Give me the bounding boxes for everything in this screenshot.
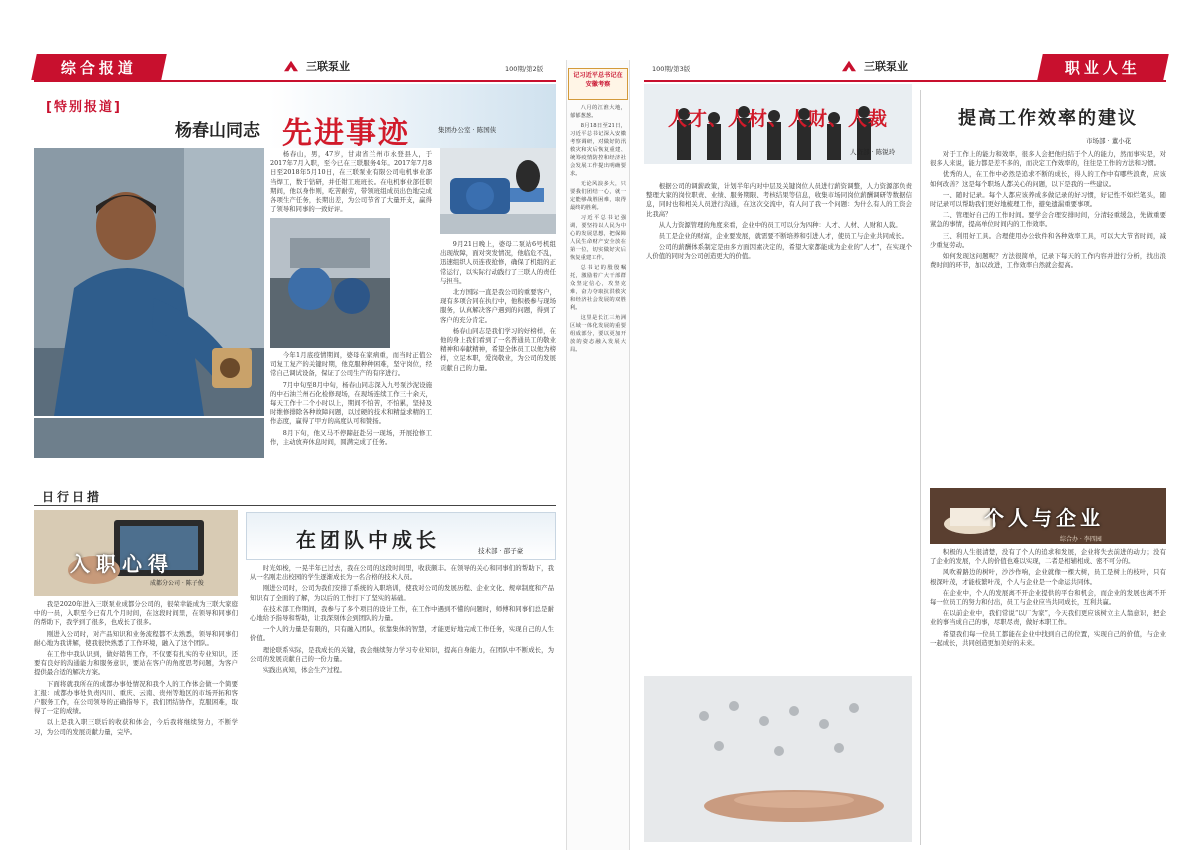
headline-byline: 集团办公室 · 陈国侠: [438, 126, 497, 134]
team-title: 在团队中成长: [296, 528, 440, 552]
pump-illustration: [440, 148, 556, 234]
site-photo: [34, 418, 264, 458]
headline-name: 杨春山同志: [175, 121, 260, 141]
worker-photo: [34, 148, 264, 416]
efficiency-p3: 一、随时记录。每个人都应该养成多做记录的好习惯，好记性不如烂笔头，随时记录可以帮助我们更好地梳理工作，避免遗漏重要事项。: [930, 190, 1166, 209]
team-p5: 理论联系实际，是我成长的关键，我会继续努力学习专业知识，提高自身能力，在团队中不断成长，为公司的发展贡献自己的一份力量。: [250, 645, 554, 663]
article-col2-p2: 7月中旬至8月中旬，杨春山同志深入九号泵沙泥设施的中石油兰州石化检修现场，在现场连续工作三十余天，每天工作十二个小时以上，期间不怕苦，不怕累，坚持及时维修排除各种故障问题，以过硬的技术和精益求精的工作态度，赢得了甲方的高度认可和赞扬。: [270, 380, 432, 426]
efficiency-byline: 市场部 · 董小花: [1086, 137, 1132, 145]
person-p1: 积极的人生很清楚，没有了个人的追求和发展，企业将失去前进的动力；没有了企业的发展，个人的价值也难以实现，二者是相辅相成、密不可分的。: [930, 548, 1166, 566]
center-strip-p6: 这里是长江三角洲区域一体化发展的重要组成部分，要以更加开放的姿态融入发展大局。: [570, 315, 626, 353]
efficiency-p1: 对于工作上的能力和效率，很多人会把他归结于个人的能力，然而事实是，对很多人来说，能力都是差不多的，而决定工作效率的，往往是工作的方法和习惯。: [930, 150, 1166, 168]
article-col2-p3: 8月下旬，他又马不停蹄赶赴另一现场，开展抢修工作，主动放弃休息时间，圆满完成了任务。: [270, 428, 432, 446]
issue-right: 100期/第3版: [652, 65, 691, 73]
center-strip-p2: 8月18日至21日，习近平总书记深入安徽考察调研，对做好防汛救灾和灾后恢复重建、统筹疫情防控和经济社会发展工作提出明确要求。: [570, 123, 626, 177]
section-tag-right: 职业人生: [1037, 54, 1169, 80]
talent-byline: 人资部 · 陈锐玲: [850, 148, 896, 156]
diary-p3: 在工作中我认识到，做好销售工作，不仅要有扎实的专业知识，还要有良好的沟通能力和服务意识，要站在客户的角度思考问题，为客户提供最合适的解决方案。: [34, 650, 238, 677]
headline-main: 先进事迹: [282, 116, 410, 151]
person-p2: 风吹着路边的树叶，沙沙作响，企业就像一棵大树，员工是树上的枝叶，只有根深叶茂，才能枝繁叶茂，个人与企业是一个命运共同体。: [930, 568, 1166, 586]
team-p2: 刚进公司时，公司为我们安排了系统的入职培训，使我对公司的发展历程、企业文化、规章制度和产品知识有了全面的了解，为以后的工作打下了坚实的基础。: [250, 584, 554, 602]
center-strip-p4: 习近平总书记强调，要坚持以人民为中心的发展思想，把保障人民生命财产安全放在第一位，切实做好灾后恢复重建工作。: [570, 215, 626, 261]
center-strip-p5: 总书记的殷殷嘱托，激励着广大干部群众坚定信心，攻坚克难，奋力夺取抗洪救灾和经济社会发展的双胜利。: [570, 265, 626, 311]
brand-logo-right-icon: [840, 59, 858, 73]
team-body: [250, 564, 554, 844]
diary-rule: [34, 505, 556, 506]
brand-logo-icon: [282, 59, 300, 73]
diary-p4: 下面将就我所在的成都办事处情况和我个人的工作体会做一个简要汇报：成都办事处负责四川、重庆、云南、贵州等地区的市场开拓和客户服务工作，在公司领导的正确指导下，我们团结协作，克服困难，取得了一定的成绩。: [34, 679, 238, 716]
diary-body: [34, 600, 238, 846]
worker-illustration: [34, 148, 264, 416]
rule-right-col: [920, 90, 921, 845]
person-body: [930, 548, 1166, 848]
special-tag: [特别报道]: [46, 100, 122, 115]
team-p6: 实践出真知，体会生产过程。: [262, 666, 346, 675]
diary-p5: 以上是我入职三联后的收获和体会，今后我将继续努力，不断学习，为公司的发展贡献力量，完毕。: [34, 718, 238, 736]
talent-p3: 员工是企业的财富，企业要发展，就需要不断培养和引进人才，使员工与企业共同成长。: [658, 232, 909, 241]
talent-body: [646, 182, 912, 630]
article-col1-p1: 杨春山，男，47岁，甘肃省兰州市永登县人，于2017年7月入职，至今已在三联服务4年。2017年7月8日至2018年5月10日，在三联泵业有限公司电机事业部当焊工，数于钻研，并任钳工班班长。在电机事业部任职期间，他以身作则，吃苦耐劳，带领班组成员出色地完成各项生产任务，长期出差，为公司节省了大量开支，赢得了领导和同事的一致好评。: [270, 150, 432, 214]
efficiency-p6: 如何发现这问题呢？方法很简单，记录下每天的工作内容并进行分析，找出浪费时间的环节，加以改进，工作效率自然就会提高。: [930, 252, 1166, 270]
person-p3: 在企业中，个人的发展离不开企业提供的平台和机会，而企业的发展也离不开每一位员工的努力和付出，员工与企业应当共同成长，互利共赢。: [930, 588, 1166, 607]
person-byline: 综合办 · 李四园: [1060, 536, 1102, 543]
diary-p1: 我是2020年进入三联泵业成都分公司的，很荣幸能成为三联大家庭中的一员，入职至今已有几个月时间，在这段时间里，在领导和同事们的帮助下，我学到了很多，也成长了很多。: [34, 600, 238, 627]
talent-p4: 公司的薪酬体系制定是由多方面因素决定的，希望大家都能成为企业的“人才”，在实现个人价值的同时为公司创造更大的价值。: [646, 243, 912, 261]
diary-section-header: 日行日措: [42, 490, 103, 504]
person-p4: 在以前企业中，我们常说“以厂为家”，今天我们更应该树立主人翁意识，把企业的事当成自己的事，尽职尽责，做好本职工作。: [930, 609, 1166, 627]
header-rule-left: [34, 80, 556, 82]
hands-photo: [644, 676, 912, 842]
center-strip-title: 记习近平总书记在安徽考察: [573, 72, 623, 88]
person-title: 个人与企业: [984, 506, 1104, 530]
center-strip-p1: 八月的江淮大地，郁郁葱葱。: [570, 105, 626, 119]
efficiency-p4: 二、管理好自己的工作时间。要学会合理安排时间，分清轻重缓急，先做重要紧急的事情，提高单位时间内的工作效率。: [930, 211, 1166, 229]
article-col3-p3: 杨春山同志是我们学习的好榜样，在他的身上我们看到了一名普通员工的敬业精神和奉献精神，希望全体员工以他为榜样，立足本职，爱岗敬业，为公司的发展贡献自己的力量。: [440, 326, 556, 372]
machinery-photo: [270, 218, 390, 348]
article-col3: [440, 240, 556, 450]
issue-left: 100期/第2版: [505, 65, 544, 73]
talent-p2: 从人力资源管理的角度来看，企业中的员工可以分为四种：人才、人材、人财和人裁。: [658, 220, 902, 229]
brand-left: 三联泵业: [282, 58, 350, 74]
diary-title: 入职心得: [70, 552, 174, 576]
diary-byline: 成都分公司 · 陈子俊: [150, 580, 204, 587]
section-tag-left: 综合报道: [31, 54, 167, 80]
team-byline: 技术部 · 邵子豪: [478, 547, 524, 555]
article-col2-p1: 今年1月底疫情期间，婆母在家病重，而当时正值公司复工复产的关键时期，他克服种种困难，坚守岗位，经常自己调试设备，保证了公司生产的有序进行。: [270, 351, 432, 378]
person-p5: 希望我们每一位员工都能在企业中找到自己的位置，实现自己的价值，与企业一起成长，共同创造更加美好的未来。: [930, 629, 1166, 647]
pump-photo: [440, 148, 556, 234]
center-strip-p3: 无论风浪多大，只要我们团结一心，就一定能够战胜困难，取得最终的胜利。: [570, 181, 626, 211]
talent-title: 人才、人材、人财、人裁: [668, 108, 889, 130]
machinery-illustration: [270, 218, 390, 348]
header-rule-right: [644, 80, 1166, 82]
efficiency-p2: 优秀的人，在工作中必然是追求不断的成长，得人的工作中有哪些浪费，应该如何改善？这是每个职场人都关心的问题，以下是我的一些建议。: [930, 170, 1166, 188]
hands-illustration: [644, 676, 912, 842]
efficiency-body: [930, 150, 1166, 486]
article-col2: [270, 351, 432, 449]
talent-p1: 根据公司的调薪政策，计划半年内对中层及关键岗位人员进行薪资调整，人力资源部负责整理大家的岗位职责、业绩、服务期限、考核结果等信息，收集市场同岗位薪酬调研等数据信息，同时也和相关人员进行沟通，在这次交流中，有人问了我一个问题：为什么有人的工资会比我高？: [646, 182, 912, 218]
team-p1: 时光如梭，一晃半年已过去，我在公司的这段时间里，收获颇丰。在领导的关心和同事们的帮助下，我从一名刚走出校园的学生逐渐成长为一名合格的技术人员。: [250, 564, 554, 582]
article-col3-p1: 9月21日晚上，婆母二泵站6号机组出现故障，面对突发情况，他临危不乱，迅速组织人员连夜抢修，确保了机组的正常运行，以实际行动践行了三联人的责任与担当。: [440, 240, 556, 285]
article-col3-p2: 北方国际一直是我公司的重要客户，现有多项合同在执行中，他积极参与现场服务，认真解决客户遇到的问题，得到了客户的充分肯定。: [440, 288, 556, 324]
efficiency-p5: 三、利用好工具。合理使用办公软件和各种效率工具，可以大大节省时间，减少重复劳动。: [930, 231, 1166, 249]
center-strip-body: [570, 104, 626, 844]
team-p3: 在技术部工作期间，我参与了多个项目的设计工作，在工作中遇到不懂的问题时，师傅和同事们总是耐心地给予指导和帮助，让我深刻体会到团队的力量。: [250, 604, 554, 623]
efficiency-title: 提高工作效率的建议: [958, 108, 1138, 129]
brand-right: 三联泵业: [840, 58, 908, 74]
diary-p2: 刚进入公司时，对产品知识和业务流程都不太熟悉，领导和同事们耐心地为我讲解，使我很快熟悉了工作环境，融入了这个团队。: [34, 629, 238, 647]
team-p4: 一个人的力量是有限的，只有融入团队，依靠集体的智慧，才能更好地完成工作任务，实现自己的人生价值。: [250, 625, 554, 643]
